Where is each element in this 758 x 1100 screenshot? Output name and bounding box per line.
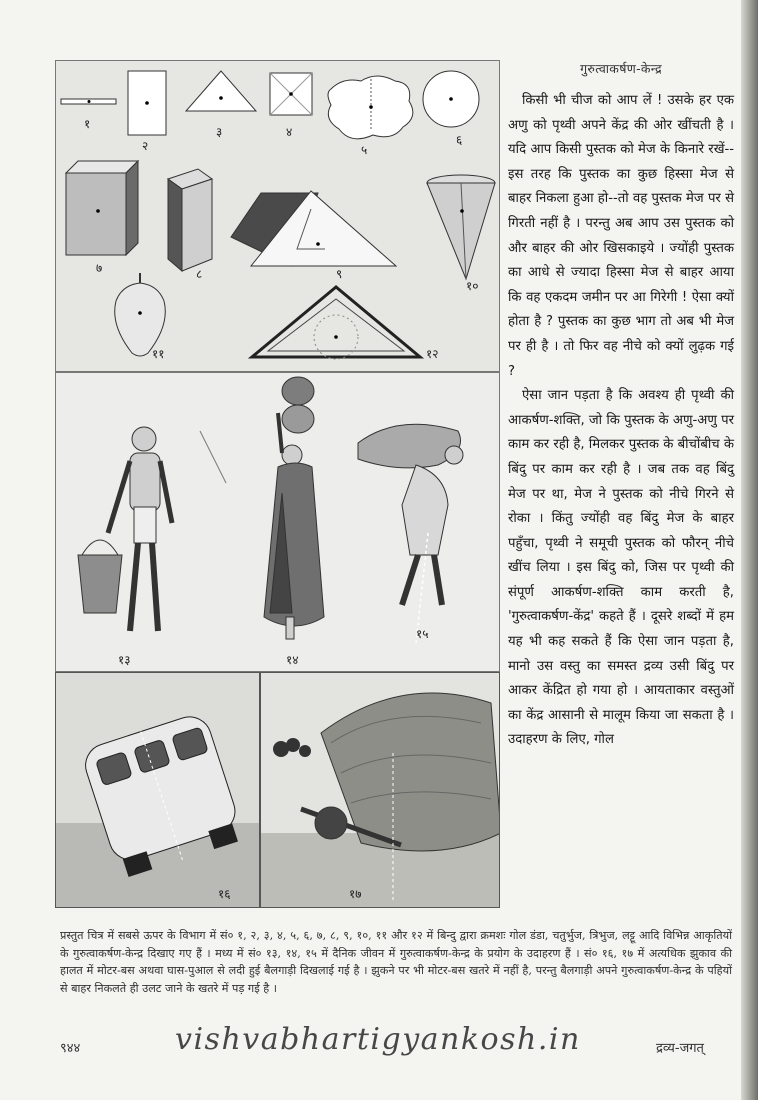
page-number: ९४४ xyxy=(60,1041,81,1056)
figure-number: १२ xyxy=(426,347,439,361)
cube-shape xyxy=(66,161,138,255)
figure-number: १४ xyxy=(286,653,299,667)
figure-number: १३ xyxy=(118,653,131,667)
man-with-bucket-figure xyxy=(78,427,172,631)
large-triangle-shape xyxy=(231,191,396,266)
page-header-title: गुरुत्वाकर्षण-केन्द्र xyxy=(580,61,662,76)
book-binding-edge xyxy=(741,0,758,1100)
figure-caption: प्रस्तुत चित्र में सबसे ऊपर के विभाग में सं० १, २, ३, ४, ५, ६, ७, ८, ९, १०, ११ और १२ में बिन्दु द्वारा क्रमशः गोल डंडा, चतुर्भुज, त्रिभुज, लट्टू आदि विभिन्न आकृतियों के गुरुत्वाकर्षण-केन्द्र दिखाए गए हैं । मध्य में सं० १३, १४, १५ में दैनिक जीवन में गुरुत्वाकर्षण-केन्द्र के प्रयोग के उदाहरण हैं । सं० १६, १७ में अत्यधिक झुकाव की हालत में मोटर-बस अथवा घास-पुआल से लदी हुई बैलगाड़ी दिखलाई गई है । झुकने पर भी मोटर-बस खतरे में नहीं है, परन्तु बैलगाड़ी अपने गुरुत्वाकर्षण-केन्द्र के पहियों से बाहर निकलते ही उलट जाने के खतरे में पड़ गई है । xyxy=(60,929,732,995)
disk-shape xyxy=(423,71,479,127)
figure-number: २ xyxy=(142,139,149,153)
body-paragraph-2: ऐसा जान पड़ता है कि अवश्य ही पृथ्वी की आकर्षण-शक्ति, जो कि पुस्तक के अणु-अणु पर काम कर रही है, मिलकर पुस्तक के बीचोंबीच के बिंदु पर काम कर रही है । जब तक वह बिंदु मेज पर था, मेज ने पुस्तक को नीचे गिरने से रोका । किंतु ज्योंही वह बिंदु मेज के बाहर पहुँचा, पृथ्वी ने समूची पुस्तक को फौरन् नीचे खींच लिया । इस बिंदु को, जिस पर पृथ्वी की संपूर्ण आकर्षण-शक्ति काम करती है, 'गुरुत्वाकर्षण-केंद्र' कहते हैं । दूसरे शब्दों में हम यह भी कह सकते हैं कि ऐसा जान पड़ता है, मानो उस वस्तु का समस्त द्रव्य उसी बिंदु पर आकर केंद्रित हो गया हो । आयताकार वस्तुओं का केंद्र आसानी से मालूम किया जा सकता है । उदाहरण के लिए, गोल xyxy=(508,388,734,748)
irregular-shape xyxy=(328,76,413,139)
body-paragraph-1: किसी भी चीज को आप लें ! उसके हर एक अणु को पृथ्वी अपने केंद्र की ओर खींचती है । यदि आप किसी पुस्तक को मेज के किनारे रखें--इस तरह कि पुस्तक का कुछ हिस्सा मेज से बाहर निकला हुआ हो--तो वह पुस्तक मेज पर से गिरती नहीं है । परन्तु अब आप उस पुस्तक को और बाहर की ओर खिसकाइये । ज्योंही पुस्तक का आधे से ज्यादा हिस्सा मेज से बाहर आया कि वह एकदम जमीन पर आ गिरेगी ! ऐसा क्यों होता है ? पुस्तक का कुछ भाग तो अब भी मेज पर ही है । तो फिर वह नीचे को क्यों लुढ़क गई ? xyxy=(508,93,734,379)
figure-number: १७ xyxy=(349,887,362,901)
section-name: द्रव्य-जगत् xyxy=(656,1041,704,1056)
figure-number: ११ xyxy=(152,347,165,361)
article-text-column xyxy=(508,60,734,753)
spinning-top-shape xyxy=(115,273,166,356)
illustration-tilted-bus-panel xyxy=(55,672,260,908)
figure-number: ६ xyxy=(456,133,463,147)
tree-silhouette xyxy=(273,738,311,757)
figure-number: ३ xyxy=(216,125,223,139)
site-watermark: vishvabhartigyankosh.in xyxy=(175,1022,581,1057)
rectangle-shape xyxy=(128,71,166,135)
figure-number: ७ xyxy=(96,261,103,275)
figure-number: १६ xyxy=(218,887,231,901)
cone-shape xyxy=(427,175,495,279)
figure-number: ९ xyxy=(336,267,343,281)
figure-number: ८ xyxy=(196,267,203,281)
illustration-shapes-panel xyxy=(55,60,500,372)
woman-with-pots-figure xyxy=(264,377,324,639)
figure-number: १५ xyxy=(416,627,429,641)
square-shape xyxy=(270,73,312,115)
figure-number: १० xyxy=(466,279,479,293)
triangle-shape xyxy=(186,71,256,111)
figure-number: १ xyxy=(84,117,91,131)
slab-shape xyxy=(168,169,212,271)
illustration-people-panel xyxy=(55,372,500,672)
rod-shape xyxy=(61,99,116,104)
illustration-tilted-cart-panel xyxy=(260,672,500,908)
man-carrying-sack-figure xyxy=(358,424,463,643)
triangular-frame-shape xyxy=(252,287,420,359)
figure-number: ५ xyxy=(361,143,368,157)
figure-number: ४ xyxy=(286,125,293,139)
